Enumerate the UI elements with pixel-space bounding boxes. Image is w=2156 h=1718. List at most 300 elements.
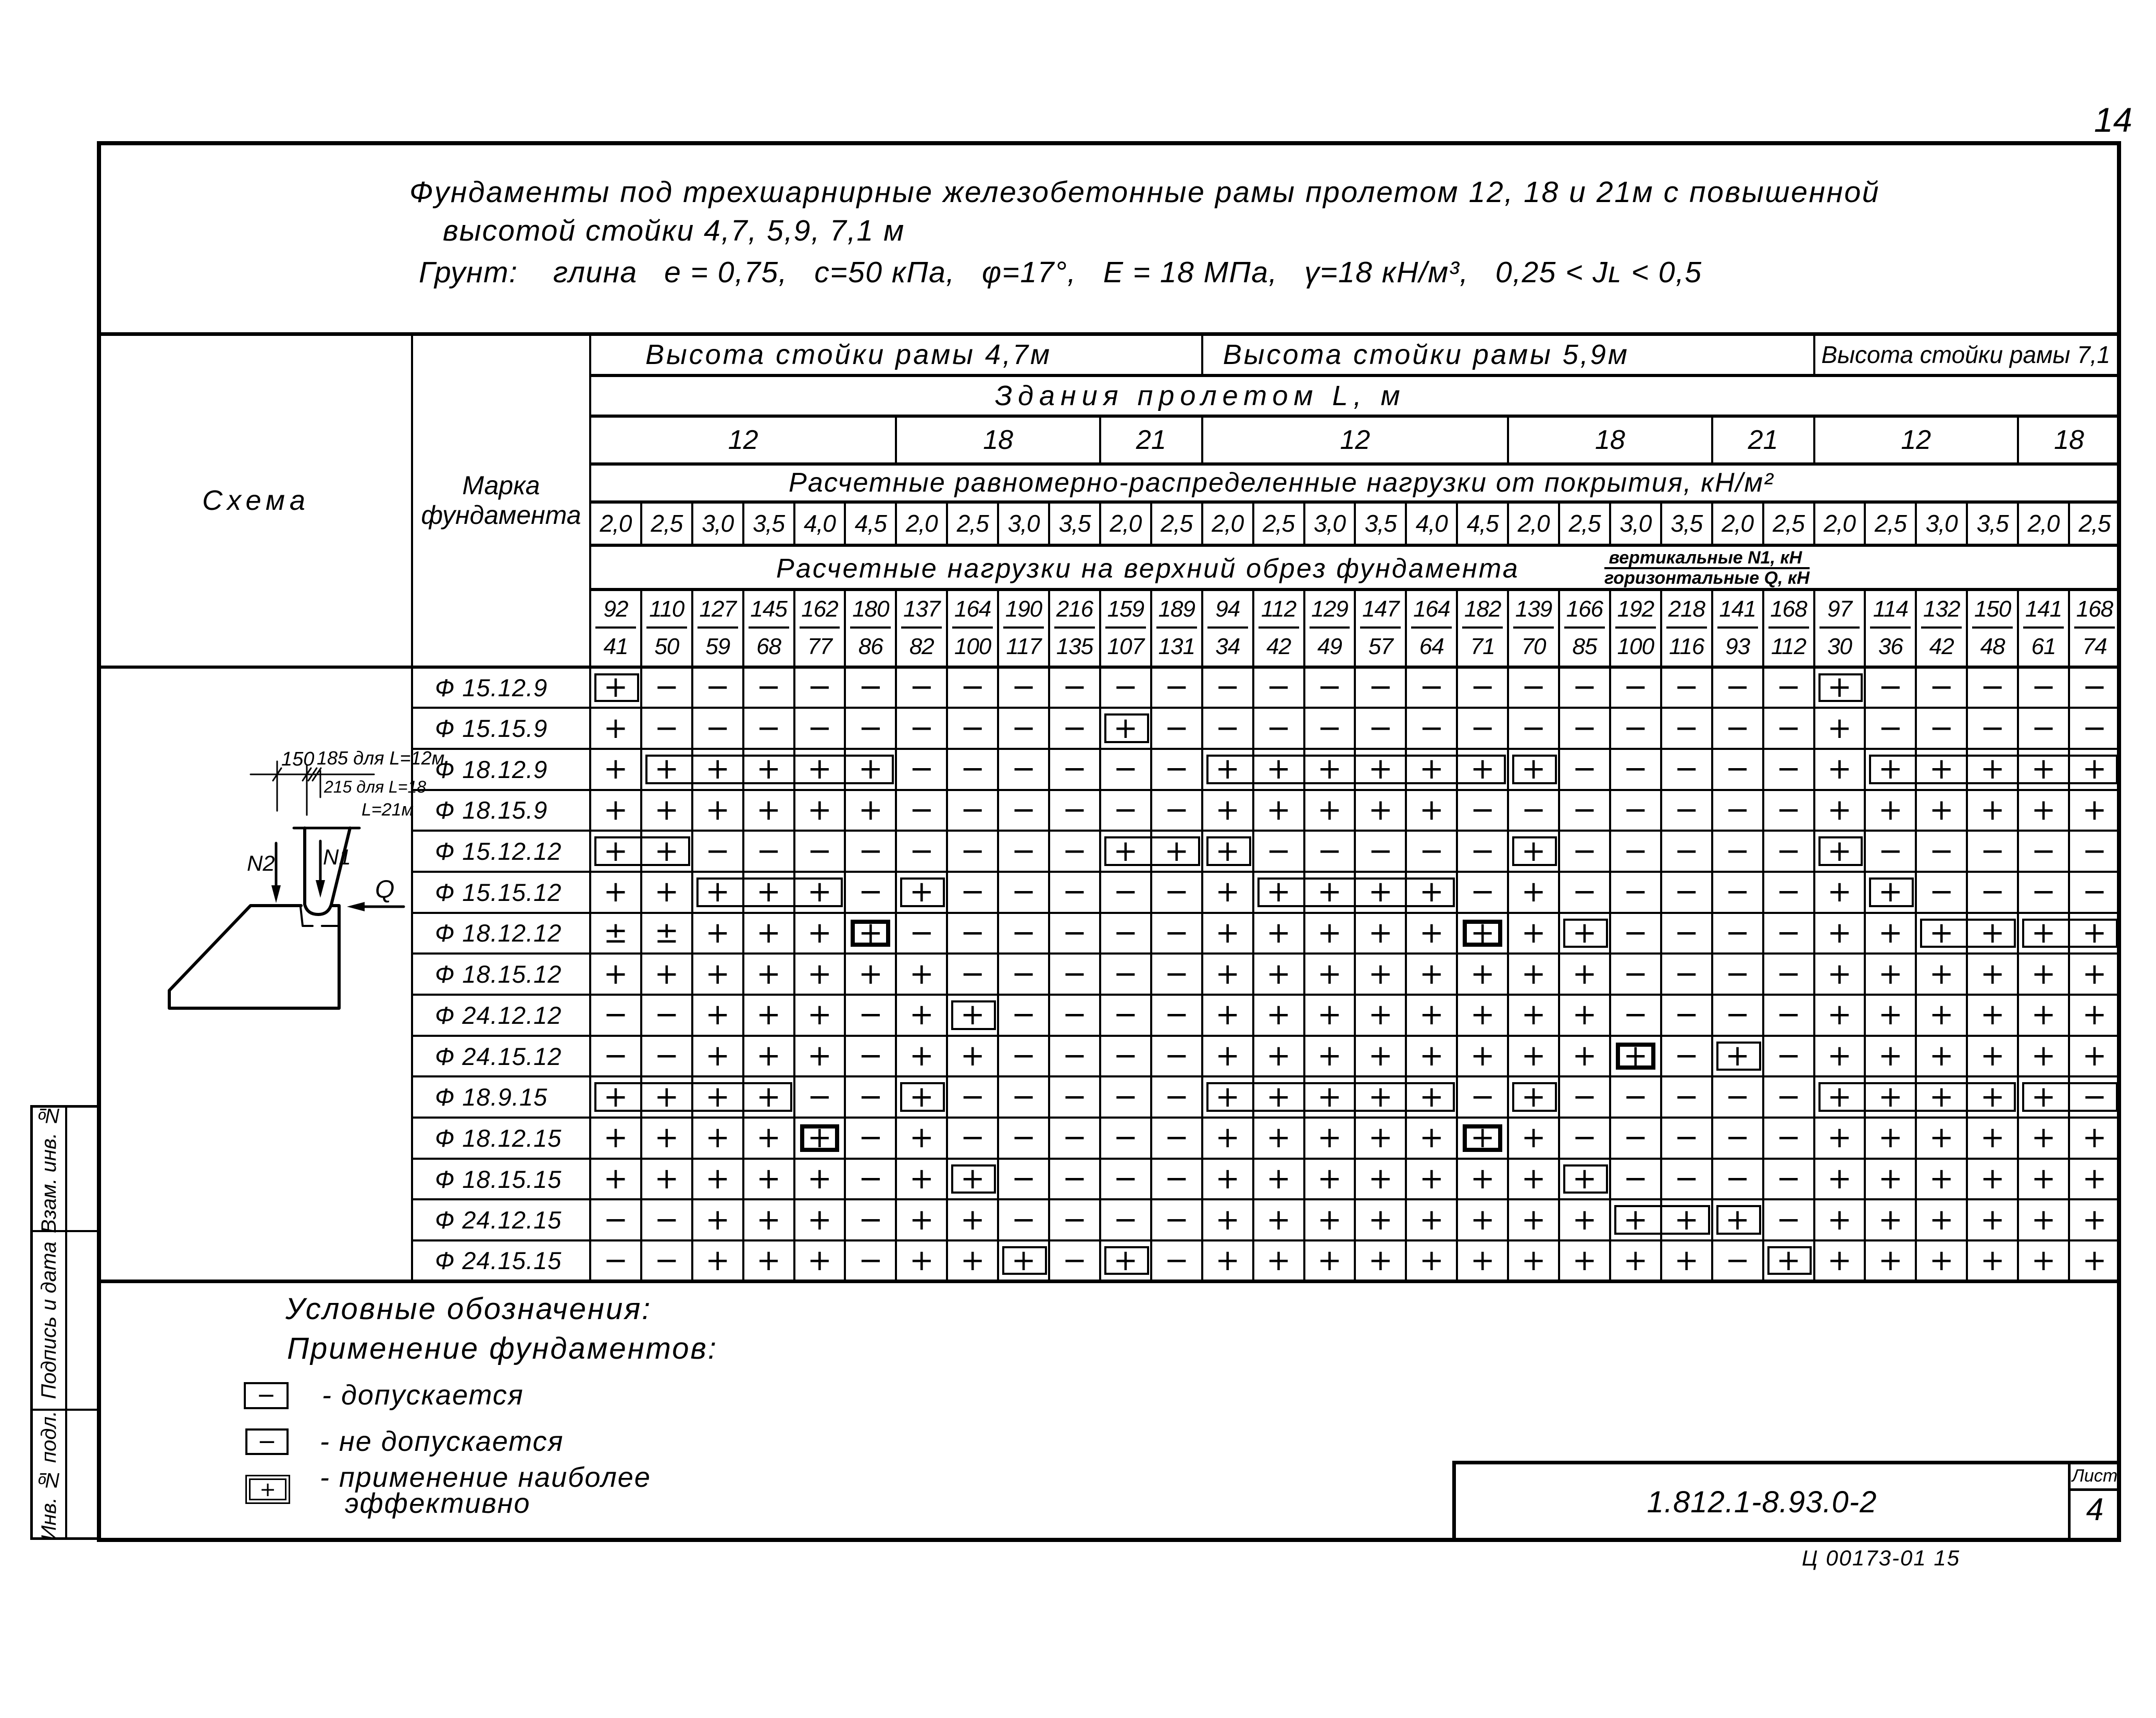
n-q-value-cell: [794, 590, 845, 667]
minus-icon: −: [1725, 711, 1750, 745]
applicability-cell: [1865, 1036, 1916, 1077]
applicability-cell: [1559, 790, 1610, 831]
applicability-cell: [1253, 1118, 1304, 1159]
applicability-cell: [1967, 954, 2018, 995]
applicability-cell: [1355, 1159, 1406, 1200]
plus-icon: +: [1878, 1121, 1903, 1155]
minus-icon: −: [807, 1080, 832, 1114]
minus-icon: −: [1062, 1162, 1087, 1196]
minus-icon: −: [858, 1039, 883, 1073]
applicability-cell: [1508, 1076, 1559, 1118]
applicability-cell: [1661, 954, 1712, 995]
plus-icon: +: [1317, 752, 1342, 786]
applicability-cell: [1202, 667, 1253, 708]
minus-icon: −: [2031, 670, 2056, 705]
applicability-cell: [1712, 831, 1763, 872]
horizontal-load-q: 42: [1266, 634, 1291, 659]
plus-icon: +: [960, 1202, 985, 1237]
scheme-column-header: Схема: [100, 334, 412, 667]
minus-icon: −: [858, 1243, 883, 1277]
plus-icon: +: [807, 916, 832, 950]
vertical-load-n1: 129: [1310, 596, 1350, 629]
plus-icon: +: [756, 1243, 781, 1277]
minus-icon: −: [1164, 957, 1189, 991]
plus-icon: +: [259, 1478, 276, 1501]
plus-minus-icon: ±: [654, 916, 679, 950]
applicability-cell: [896, 1199, 947, 1240]
applicability-cell: [1559, 954, 1610, 995]
minus-icon: −: [756, 834, 781, 868]
applicability-cell: [1304, 1036, 1355, 1077]
vertical-load-n1: 168: [1768, 596, 1809, 629]
applicability-cell: [998, 667, 1049, 708]
minus-icon: −: [1725, 1162, 1750, 1196]
plus-icon: +: [858, 752, 883, 786]
plus-icon: +: [1572, 1243, 1597, 1277]
plus-icon: +: [756, 1162, 781, 1196]
applicability-cell: [998, 1118, 1049, 1159]
applicability-cell: [1712, 1076, 1763, 1118]
applicability-cell: [1253, 708, 1304, 749]
applicability-cell: [1865, 667, 1916, 708]
plus-icon: +: [909, 1202, 934, 1237]
plus-icon: +: [1164, 834, 1189, 868]
applicability-cell: [1406, 1159, 1457, 1200]
scheme-cell: [100, 667, 412, 1282]
applicability-cell: [1100, 1036, 1151, 1077]
applicability-cell: [1457, 708, 1508, 749]
plus-icon: +: [1368, 1162, 1393, 1196]
plus-icon: +: [2082, 1039, 2107, 1073]
plus-icon: +: [1368, 752, 1393, 786]
minus-icon: −: [1062, 916, 1087, 950]
plus-icon: +: [1929, 1243, 1954, 1277]
roof-load-value: 2,0: [896, 502, 947, 545]
plus-icon: +: [2082, 916, 2107, 950]
minus-icon: −: [1674, 1162, 1699, 1196]
plus-icon: +: [1317, 998, 1342, 1032]
plus-icon: +: [603, 793, 628, 827]
soil-param-liquidity-index: 0,25 < Jʟ < 0,5: [1495, 256, 1702, 289]
plus-icon: +: [1980, 793, 2005, 827]
applicability-cell: [590, 872, 641, 913]
applicability-cell: [1865, 1240, 1916, 1282]
minus-icon: −: [858, 1121, 883, 1155]
minus-icon: −: [858, 834, 883, 868]
applicability-cell: [794, 1199, 845, 1240]
horizontal-load-q: 85: [1572, 634, 1597, 659]
applicability-cell: [1814, 749, 1865, 790]
plus-icon: +: [1776, 1243, 1801, 1277]
document-designation: 1.812.1-8.93.0-2: [1647, 1485, 1877, 1519]
vertical-load-n1: 97: [1819, 596, 1860, 629]
plus-icon: +: [1215, 957, 1240, 991]
applicability-cell: [743, 1240, 794, 1282]
n-q-value-cell: [1406, 590, 1457, 667]
plus-icon: +: [1929, 793, 1954, 827]
applicability-cell: [590, 1076, 641, 1118]
roof-load-value: 3,5: [1661, 502, 1712, 545]
applicability-cell: [1967, 790, 2018, 831]
applicability-cell: [641, 667, 692, 708]
frame-height-header: Высота стойки рамы 5,9м: [1202, 334, 1814, 375]
applicability-cell: [1304, 954, 1355, 995]
minus-icon: −: [1215, 670, 1240, 705]
vertical-load-n1: 189: [1156, 596, 1197, 629]
applicability-cell: [2069, 708, 2120, 749]
plus-icon: +: [807, 752, 832, 786]
plus-icon: +: [1521, 834, 1546, 868]
plus-icon: +: [2031, 1243, 2056, 1277]
horizontal-load-q: 74: [2082, 634, 2107, 659]
applicability-cell: [1610, 872, 1661, 913]
plus-icon: +: [705, 998, 730, 1032]
minus-icon: −: [858, 1080, 883, 1114]
minus-icon: −: [1164, 1121, 1189, 1155]
applicability-cell: [1355, 831, 1406, 872]
horizontal-load-q: 59: [705, 634, 730, 659]
applicability-cell: [1202, 1240, 1253, 1282]
foundation-mark: Ф 18.12.9: [412, 749, 590, 790]
plus-icon: +: [1368, 998, 1393, 1032]
plus-icon: +: [1266, 916, 1291, 950]
roof-load-value: 2,0: [1202, 502, 1253, 545]
applicability-cell: [1508, 872, 1559, 913]
roof-load-value: 2,0: [1100, 502, 1151, 545]
building-span-header: 21: [1712, 416, 1814, 464]
plus-icon: +: [705, 957, 730, 991]
applicability-cell: [692, 1240, 743, 1282]
foundation-mark: Ф 18.12.15: [412, 1118, 590, 1159]
minus-icon: −: [1266, 670, 1291, 705]
foundation-mark: Ф 15.15.9: [412, 708, 590, 749]
roof-load-value: 2,0: [2018, 502, 2069, 545]
minus-icon: −: [1980, 875, 2005, 909]
applicability-cell: [1049, 954, 1100, 995]
plus-icon: +: [1980, 1080, 2005, 1114]
applicability-cell: [1763, 995, 1814, 1036]
roof-load-value: 3,0: [1916, 502, 1967, 545]
applicability-cell: [743, 995, 794, 1036]
applicability-cell: [2018, 708, 2069, 749]
applicability-cell: [845, 1076, 896, 1118]
minus-icon: −: [1317, 834, 1342, 868]
applicability-cell: [590, 749, 641, 790]
applicability-cell: [998, 995, 1049, 1036]
plus-icon: +: [654, 1080, 679, 1114]
applicability-cell: [1763, 913, 1814, 954]
applicability-cell: [845, 913, 896, 954]
minus-icon: −: [1674, 916, 1699, 950]
applicability-cell: [1916, 790, 1967, 831]
applicability-cell: [1661, 1240, 1712, 1282]
minus-icon: −: [1164, 1202, 1189, 1237]
applicability-cell: [1355, 995, 1406, 1036]
plus-icon: +: [1470, 916, 1495, 950]
soil-conditions: [419, 255, 1720, 290]
applicability-cell: [1253, 995, 1304, 1036]
minus-icon: −: [909, 834, 934, 868]
horizontal-load-q: 61: [2031, 634, 2056, 659]
applicability-cell: [1814, 1036, 1865, 1077]
foundation-mark: Ф 24.12.15: [412, 1199, 590, 1240]
applicability-cell: [1202, 954, 1253, 995]
applicability-cell: [1559, 995, 1610, 1036]
applicability-cell: [845, 1159, 896, 1200]
plus-icon: +: [1674, 1202, 1699, 1237]
minus-icon: −: [654, 1202, 679, 1237]
plus-icon: +: [1878, 957, 1903, 991]
plus-icon: +: [1827, 752, 1852, 786]
legend-most-effective-label-line-1: - применение наиболее: [320, 1462, 651, 1493]
plus-icon: +: [1419, 1243, 1444, 1277]
applicability-cell: [1151, 1199, 1202, 1240]
load-q-label: Q: [375, 876, 395, 904]
n-q-value-cell: [998, 590, 1049, 667]
vertical-load-n1: 218: [1666, 596, 1707, 629]
n-q-value-cell: [1712, 590, 1763, 667]
n-q-value-cell: [1865, 590, 1916, 667]
applicability-cell: [896, 1159, 947, 1200]
plus-icon: +: [807, 1121, 832, 1155]
plus-icon: +: [1215, 998, 1240, 1032]
plus-icon: +: [603, 957, 628, 991]
minus-icon: −: [960, 875, 985, 909]
plus-icon: +: [807, 1039, 832, 1073]
minus-icon: −: [2082, 875, 2107, 909]
applicability-cell: [1865, 995, 1916, 1036]
applicability-cell: [743, 1118, 794, 1159]
minus-icon: −: [1725, 793, 1750, 827]
minus-icon: −: [1011, 998, 1036, 1032]
applicability-cell: [896, 708, 947, 749]
applicability-cell: [794, 790, 845, 831]
applicability-cell: [794, 831, 845, 872]
applicability-cell: [998, 790, 1049, 831]
plus-icon: +: [1215, 834, 1240, 868]
applicability-cell: [1661, 831, 1712, 872]
applicability-cell: [641, 1159, 692, 1200]
applicability-cell: [1406, 708, 1457, 749]
plus-icon: +: [1521, 1039, 1546, 1073]
minus-icon: −: [1623, 834, 1648, 868]
applicability-cell: [1814, 995, 1865, 1036]
applicability-cell: [692, 1159, 743, 1200]
minus-icon: −: [1521, 793, 1546, 827]
minus-icon: −: [1776, 834, 1801, 868]
applicability-cell: [1304, 667, 1355, 708]
applicability-cell: [2018, 831, 2069, 872]
vertical-load-n1: 150: [1972, 596, 2013, 629]
applicability-cell: [1100, 913, 1151, 954]
plus-icon: +: [1572, 916, 1597, 950]
applicability-cell: [1916, 1199, 1967, 1240]
plus-icon: +: [603, 752, 628, 786]
applicability-cell: [794, 1036, 845, 1077]
plus-icon: +: [1317, 957, 1342, 991]
plus-icon: +: [909, 998, 934, 1032]
applicability-cell: [1763, 1036, 1814, 1077]
applicability-cell: [1610, 1240, 1661, 1282]
sheet-cell: [2068, 1464, 2119, 1540]
minus-icon: −: [1368, 670, 1393, 705]
horizontal-load-q: 30: [1827, 634, 1852, 659]
applicability-cell: [896, 1036, 947, 1077]
plus-icon: +: [1419, 957, 1444, 991]
plus-icon: +: [1419, 1121, 1444, 1155]
plus-icon: +: [1419, 1080, 1444, 1114]
plus-icon: +: [1674, 1243, 1699, 1277]
plus-icon: +: [1470, 752, 1495, 786]
applicability-cell: [1814, 708, 1865, 749]
minus-icon: −: [1878, 834, 1903, 868]
plus-icon: +: [1980, 1162, 2005, 1196]
minus-icon: −: [960, 752, 985, 786]
plus-icon: +: [1317, 875, 1342, 909]
applicability-cell: [794, 954, 845, 995]
n-q-value-cell: [1151, 590, 1202, 667]
horizontal-load-q: 48: [1980, 634, 2005, 659]
table-header: [100, 334, 2120, 667]
applicability-cell: [1049, 1199, 1100, 1240]
minus-icon: −: [1062, 1121, 1087, 1155]
plus-icon: +: [603, 1162, 628, 1196]
applicability-cell: [641, 708, 692, 749]
plus-icon: +: [1725, 1202, 1750, 1237]
plus-icon: +: [1215, 1080, 1240, 1114]
applicability-cell: [1712, 667, 1763, 708]
minus-icon: −: [1674, 1121, 1699, 1155]
minus-icon: −: [1521, 711, 1546, 745]
plus-icon: +: [705, 916, 730, 950]
minus-icon: −: [1623, 1080, 1648, 1114]
applicability-cell: [947, 708, 998, 749]
minus-icon: −: [1776, 998, 1801, 1032]
minus-icon: −: [1674, 670, 1699, 705]
applicability-cell: [641, 995, 692, 1036]
minus-icon: −: [960, 957, 985, 991]
plus-icon: +: [1827, 998, 1852, 1032]
n-q-value-cell: [896, 590, 947, 667]
applicability-cell: [1049, 790, 1100, 831]
vertical-load-n1: 132: [1921, 596, 1962, 629]
minus-icon: −: [2082, 834, 2107, 868]
plus-icon: +: [2031, 1202, 2056, 1237]
load-n2-label: N2: [247, 851, 275, 875]
plus-icon: +: [1266, 793, 1291, 827]
applicability-cell: [1865, 1199, 1916, 1240]
applicability-cell: [1559, 1076, 1610, 1118]
minus-icon: −: [1929, 875, 1954, 909]
applicability-cell: [1100, 995, 1151, 1036]
minus-icon: −: [1368, 834, 1393, 868]
minus-icon: −: [756, 711, 781, 745]
applicability-cell: [1202, 913, 1253, 954]
plus-icon: +: [1827, 793, 1852, 827]
minus-icon: −: [960, 834, 985, 868]
applicability-cell: [1457, 872, 1508, 913]
roof-load-value: 3,5: [1355, 502, 1406, 545]
frame-height-header: Высота стойки рамы 7,1: [1814, 334, 2120, 375]
vertical-load-n1: 92: [595, 596, 636, 629]
applicability-cell: [590, 1036, 641, 1077]
minus-icon: −: [1164, 1039, 1189, 1073]
plus-icon: +: [2031, 1080, 2056, 1114]
applicability-cell: [1151, 708, 1202, 749]
plus-icon: +: [1317, 1080, 1342, 1114]
minus-icon: −: [1062, 1039, 1087, 1073]
minus-icon: −: [1776, 711, 1801, 745]
minus-icon: −: [1113, 1162, 1138, 1196]
plus-icon: +: [1368, 1202, 1393, 1237]
plus-icon: +: [1266, 1080, 1291, 1114]
minus-icon: −: [1623, 793, 1648, 827]
plus-icon: +: [1368, 1243, 1393, 1277]
drawing-title-line-2: высотой стойки 4,7, 5,9, 7,1 м: [443, 214, 905, 247]
horizontal-load-label: горизонтальные Q, кН: [1604, 568, 1810, 588]
dimension-215-label: 215 для L=18: [324, 778, 427, 796]
minus-icon: −: [1674, 793, 1699, 827]
minus-icon: −: [1776, 875, 1801, 909]
plus-icon: +: [705, 1202, 730, 1237]
minus-icon: −: [1062, 711, 1087, 745]
plus-icon: +: [1521, 957, 1546, 991]
applicability-cell: [1763, 790, 1814, 831]
plus-icon: +: [1215, 1039, 1240, 1073]
plus-icon: +: [858, 916, 883, 950]
applicability-cell: [2018, 1159, 2069, 1200]
applicability-cell: [2069, 1036, 2120, 1077]
plus-icon: +: [1368, 1039, 1393, 1073]
roof-load-value: 3,0: [1304, 502, 1355, 545]
applicability-cell: [845, 1118, 896, 1159]
plus-icon: +: [756, 1202, 781, 1237]
soil-param-unit-weight: γ=18 кН/м³,: [1304, 256, 1469, 289]
plus-icon: +: [2082, 957, 2107, 991]
plus-icon: +: [1929, 1162, 1954, 1196]
minus-icon: −: [1674, 711, 1699, 745]
plus-icon: +: [1368, 916, 1393, 950]
applicability-cell: [1202, 872, 1253, 913]
applicability-cell: [1610, 1159, 1661, 1200]
n-q-value-cell: [641, 590, 692, 667]
foundation-mark: Ф 18.9.15: [412, 1076, 590, 1118]
applicability-cell: [590, 913, 641, 954]
n-q-value-cell: [1457, 590, 1508, 667]
vertical-load-n1: 137: [901, 596, 942, 629]
n-q-value-cell: [1304, 590, 1355, 667]
plus-icon: +: [1470, 1202, 1495, 1237]
plus-icon: +: [1623, 1202, 1648, 1237]
applicability-cell: [1049, 749, 1100, 790]
applicability-cell: [1814, 1240, 1865, 1282]
applicability-cell: [1304, 1240, 1355, 1282]
plus-icon: +: [1725, 1039, 1750, 1073]
side-stamp: [30, 1105, 99, 1540]
plus-icon: +: [1980, 1039, 2005, 1073]
plus-icon: +: [1878, 793, 1903, 827]
applicability-cell: [1202, 831, 1253, 872]
applicability-cell: [641, 1118, 692, 1159]
foundation-mark: Ф 18.15.9: [412, 790, 590, 831]
title-block: [1452, 1461, 2119, 1540]
applicability-cell: [1202, 1159, 1253, 1200]
stamp-cell-original-inv: [33, 1411, 99, 1540]
minus-icon: −: [1164, 875, 1189, 909]
applicability-cell: [1100, 1076, 1151, 1118]
minus-icon: −: [1470, 793, 1495, 827]
plus-icon: +: [1623, 1243, 1648, 1277]
